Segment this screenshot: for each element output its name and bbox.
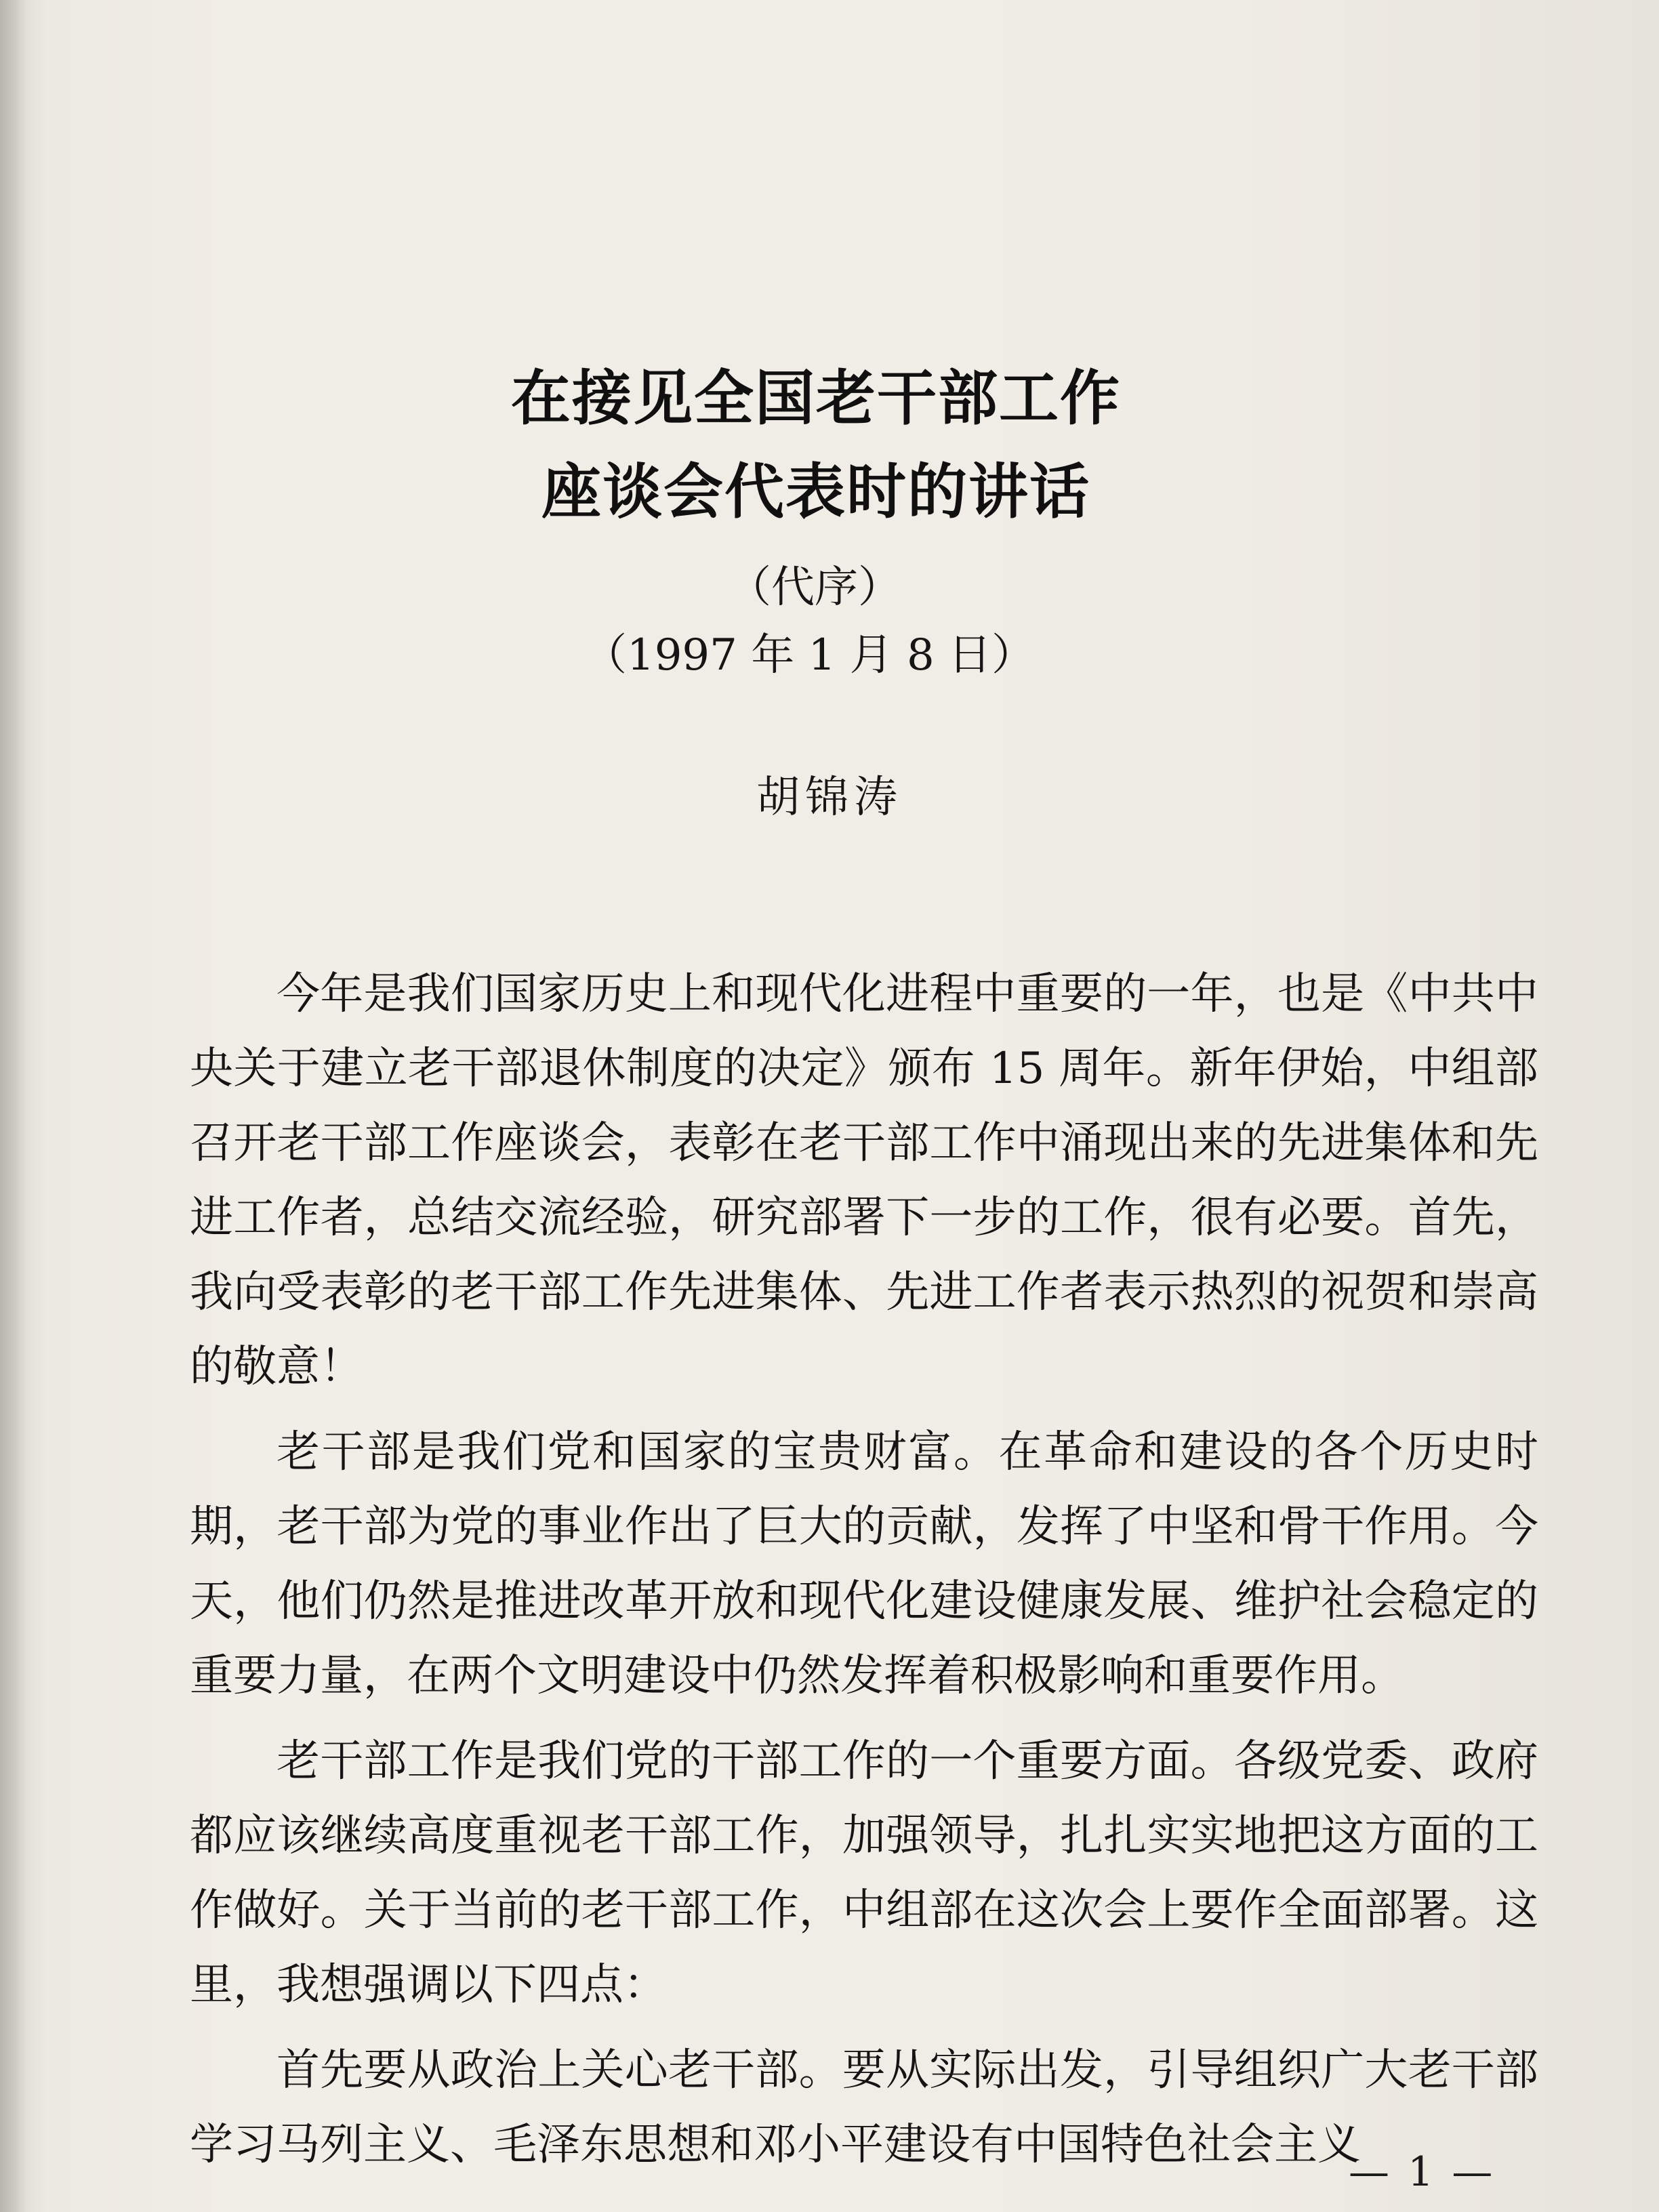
body-paragraph-4: 首先要从政治上关心老干部。要从实际出发，引导组织广大老干部学习马列主义、毛泽东思想和邓小平建设有中国特色社会主义 [190,2045,1538,2170]
body-paragraph-3: 老干部工作是我们党的干部工作的一个重要方面。各级党委、政府都应该继续高度重视老干部工作，加强领导，扎扎实实地把这方面的工作做好。关于当前的老干部工作，中组部在这次会上要作全面部署。这里，我想强调以下四点： [190,1736,1538,2010]
document-subtitle: （代序） [728,562,901,613]
document-title-line-2: 座谈会代表时的讲话 [541,457,1090,527]
body-paragraph-2: 老干部是我们党和国家的宝贵财富。在革命和建设的各个历史时期，老干部为党的事业作出了巨大的贡献，发挥了中坚和骨干作用。今天，他们仍然是推进改革开放和现代化建设健康发展、维护社会稳定的重要力量，在两个文明建设中仍然发挥着积极影响和重要作用。 [190,1427,1538,1701]
document-author: 胡锦涛 [756,773,903,823]
document-body [190,957,1538,2193]
document-title-line-1: 在接见全国老干部工作 [510,363,1121,433]
document-date: （1997 年 1 月 8 日） [583,630,1036,680]
body-paragraph-1: 今年是我们国家历史上和现代化进程中重要的一年，也是《中共中央关于建立老干部退休制度的决定》颁布 15 周年。新年伊始，中组部召开老干部工作座谈会，表彰在老干部工作中涌现出来的先进集体和先进工作者，总结交流经验，研究部署下一步的工作，很有必要。首先，我向受表彰的老干部工作先进集体、先进工作者表示热烈的祝贺和崇高的敬意！ [190,969,1538,1392]
page-edge-shadow [0,0,27,2212]
page-number: — 1 — [1349,2148,1496,2196]
